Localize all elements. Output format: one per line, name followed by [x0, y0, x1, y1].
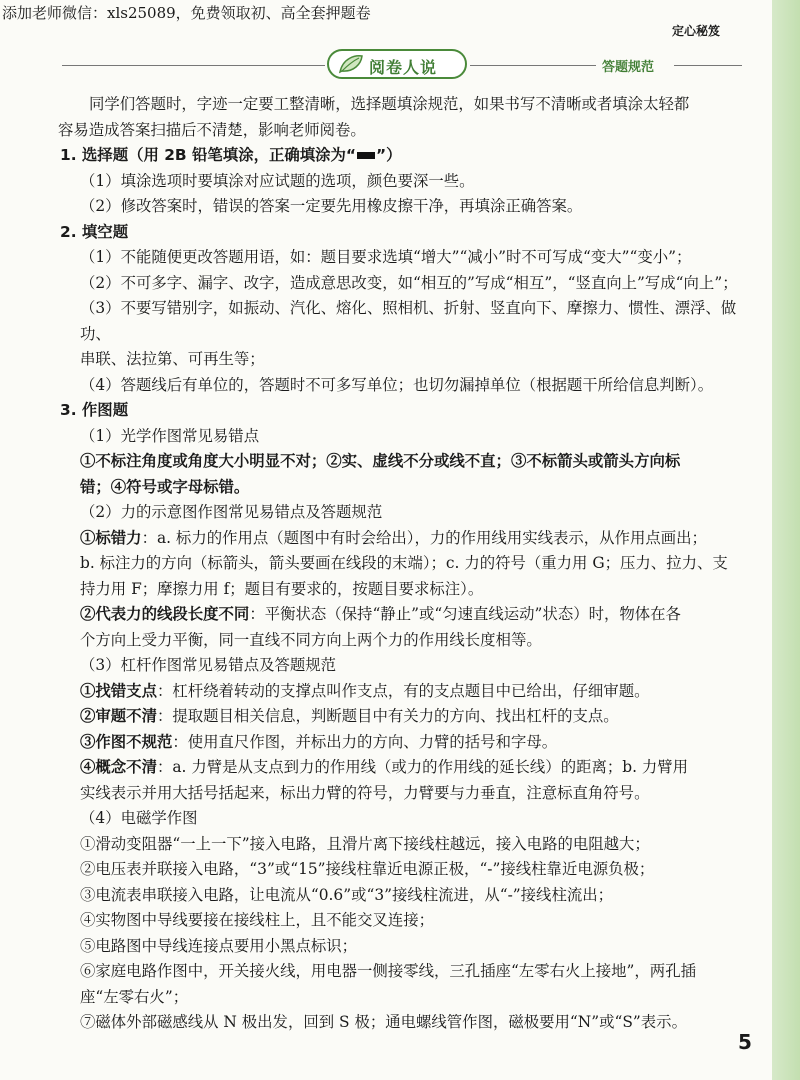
section-banner [62, 44, 742, 84]
item-text: ：杠杆绕着转动的支撑点叫作支点，有的支点题目中已给出，仔细审题。 [156, 681, 650, 700]
list-item [58, 704, 758, 730]
list-item: （1）填涂选项时要填涂对应试题的选项，颜色要深一些。 [80, 171, 475, 190]
list-item [58, 730, 758, 756]
paragraph-line [58, 526, 758, 552]
heading-text: 1. 选择题（用 2B 铅笔填涂，正确填涂为“ [60, 146, 357, 164]
paragraph-line: 个方向上受力平衡，同一直线不同方向上两个力的作用线长度相等。 [80, 630, 542, 649]
list-item: （4）答题线后有单位的，答题时不可多写单位；也切勿漏掉单位（根据题干所给信息判断）。 [80, 375, 714, 394]
list-item: 座“左零右火”； [80, 987, 189, 1006]
item-label: ②审题不清 [80, 707, 157, 725]
list-item: ⑦磁体外部磁感线从 N 极出发，回到 S 极；通电螺线管作图，磁极要用“N”或“S”表示。 [80, 1013, 687, 1031]
item-text: ：提取题目相关信息，判断题目中有关力的方向、找出杠杆的支点。 [156, 707, 619, 725]
list-item: ⑤电路图中导线连接点要用小黑点标识； [80, 936, 358, 955]
banner-rule-right [674, 65, 742, 66]
list-item: 串联、法拉第、可再生等； [80, 350, 265, 368]
intro-line: 容易造成答案扫描后不清楚，影响老师阅卷。 [58, 120, 366, 139]
paragraph-line: b. 标注力的方向（标箭头，箭头要画在线段的末端）；c. 力的符号（重力用 G；压力、拉力、支 [80, 554, 728, 572]
item-text: ：平衡状态（保持“静止”或“匀速直线运动”状态）时，物体在各 [249, 605, 681, 623]
list-item: ②电压表并联接入电路，“3”或“15”接线柱靠近电源正极，“-”接线柱靠近电源负极； [80, 860, 655, 878]
list-item: （2）修改答案时，错误的答案一定要先用橡皮擦干净，再填涂正确答案。 [80, 197, 583, 215]
list-item [58, 679, 758, 705]
main-content [58, 92, 758, 1036]
list-item: ④实物图中导线要接在接线柱上，且不能交叉连接； [80, 911, 434, 929]
section-heading-choice [58, 143, 758, 169]
paragraph-line: 持力用 F；摩擦力用 f；题目有要求的，按题目要求标注）。 [80, 579, 484, 598]
item-label: ①标错力 [80, 528, 142, 547]
page-number: 5 [738, 1030, 752, 1054]
list-item: （2）不可多字、漏字、改字，造成意思改变，如“相互的”写成“相互”，“竖直向上”写成“向上”； [80, 273, 738, 292]
item-label: ①找错支点 [80, 681, 157, 700]
item-text: ：a. 标力的作用点（题图中有时会给出），力的作用线用实线表示，从作用点画出； [141, 528, 707, 547]
banner-subtitle: 答题规范 [602, 60, 655, 75]
paragraph-line [58, 602, 758, 628]
subsection-title: （4）电磁学作图 [80, 809, 198, 827]
header-label: 定心秘笈 [672, 24, 721, 38]
section-heading-drawing: 3. 作图题 [60, 401, 129, 419]
subsection-title: （1）光学作图常见易错点 [80, 426, 260, 445]
banner-rule-middle [470, 65, 596, 66]
item-text: ：a. 力臂是从支点到力的作用线（或力的作用线的延长线）的距离；b. 力臂用 [156, 758, 689, 776]
item-label: ②代表力的线段长度不同 [80, 605, 250, 623]
banner-title: 阅卷人说 [369, 58, 438, 77]
subsection-title: （3）杠杆作图常见易错点及答题规范 [80, 656, 337, 674]
list-item: （3）不要写错别字，如振动、汽化、熔化、照相机、折射、竖直向下、摩擦力、惯性、漂浮、做功、 [80, 299, 737, 343]
subsection-title: （2）力的示意图作图常见易错点及答题规范 [80, 503, 383, 521]
list-item: ①滑动变阻器“一上一下”接入电路，且滑片离下接线柱越远，接入电路的电阻越大； [80, 834, 650, 853]
intro-line: 同学们答题时，字迹一定要工整清晰，选择题填涂规范，如果书写不清晰或者填涂太轻都 [89, 95, 690, 113]
item-text: ：使用直尺作图，并标出力的方向、力臂的括号和字母。 [172, 732, 558, 751]
list-item: ③电流表串联接入电路，让电流从“0.6”或“3”接线柱流进，从“-”接线柱流出； [80, 885, 614, 904]
item-label: ④概念不清 [80, 758, 157, 776]
paragraph-line: 实线表示并用大括号括起来，标出力臂的符号，力臂要与力垂直，注意标直角符号。 [80, 783, 650, 802]
list-item [58, 755, 758, 781]
item-label: ③作图不规范 [80, 732, 173, 751]
watermark-text: 添加老师微信：xls25089，免费领取初、高全套押题卷 [2, 4, 371, 22]
banner-rule-left [62, 65, 325, 66]
banner-badge [327, 49, 467, 79]
list-item: 错；④符号或字母标错。 [80, 477, 250, 496]
list-item: ①不标注角度或角度大小明显不对；②实、虚线不分或线不直；③不标箭头或箭头方向标 [80, 452, 681, 470]
leaf-icon [337, 53, 365, 75]
list-item: （1）不能随便更改答题用语，如：题目要求选填“增大”“减小”时不可写成“变大”“变小”； [80, 248, 692, 266]
filled-mark-icon [357, 152, 375, 159]
page-edge [772, 0, 800, 1080]
heading-text: ”） [376, 146, 402, 164]
section-heading-fill: 2. 填空题 [60, 222, 129, 241]
list-item: ⑥家庭电路作图中，开关接火线，用电器一侧接零线，三孔插座“左零右火上接地”，两孔插 [80, 962, 696, 980]
